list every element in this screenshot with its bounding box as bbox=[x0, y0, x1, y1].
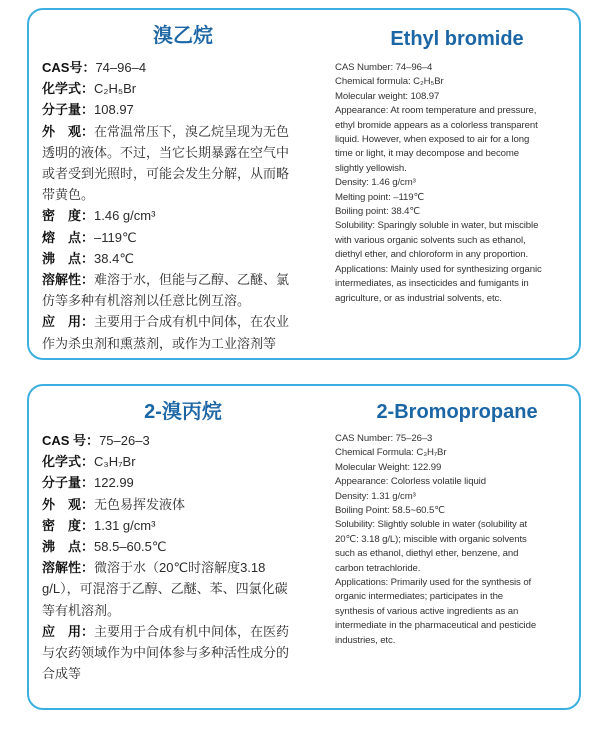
property-line bbox=[42, 557, 324, 578]
property-label: 沸 点： bbox=[42, 539, 95, 555]
property-line: intermediate in the pharmaceutical and pesticide bbox=[335, 620, 537, 632]
property-line: Density: 1.46 g/cm³ bbox=[335, 177, 416, 189]
property-value: 主要用于合成有机中间体，在医药 bbox=[94, 623, 290, 639]
property-label: 密 度： bbox=[42, 208, 95, 224]
property-label: 溶解性： bbox=[42, 560, 95, 576]
property-value: 透明的液体。不过，当它长期暴露在空气中 bbox=[42, 144, 290, 160]
property-line: such as ethanol, diethyl ether, benzene, and bbox=[335, 548, 519, 560]
property-label: CAS 号： bbox=[42, 433, 100, 448]
property-line: Solubility: Slightly soluble in water (solubility at bbox=[335, 519, 528, 531]
property-value: 带黄色。 bbox=[42, 187, 95, 203]
property-value: 75–26–3 bbox=[99, 433, 150, 448]
chinese-properties bbox=[42, 57, 324, 354]
property-value: 58.5–60.5℃ bbox=[94, 539, 167, 555]
property-line bbox=[42, 451, 324, 472]
property-line: Appearance: Colorless volatile liquid bbox=[335, 476, 486, 488]
property-line bbox=[42, 184, 324, 205]
property-line: slightly yellowish. bbox=[335, 162, 407, 174]
property-line bbox=[42, 248, 324, 269]
property-label: 密 度： bbox=[42, 517, 95, 533]
english-column bbox=[335, 10, 579, 306]
property-line: intermediates, as insecticides and fumigants in bbox=[335, 278, 529, 290]
property-label: 化学式： bbox=[42, 454, 95, 470]
english-title: 2-Bromopropane bbox=[376, 401, 538, 423]
ethyl-bromide-card bbox=[27, 8, 581, 360]
property-line: organic intermediates; participates in the bbox=[335, 591, 504, 603]
property-line: Molecular weight: 108.97 bbox=[335, 90, 440, 102]
property-label: 溶解性： bbox=[42, 272, 95, 288]
property-line: Molecular Weight: 122.99 bbox=[335, 461, 442, 473]
english-properties bbox=[335, 432, 579, 648]
property-label: 化学式： bbox=[42, 81, 95, 97]
property-line: Applications: Mainly used for synthesizing organic bbox=[335, 263, 542, 275]
property-value: 合成等 bbox=[42, 666, 82, 682]
property-line bbox=[42, 663, 324, 684]
property-value: 与农药领域作为中间体参与多种活性成分的 bbox=[42, 645, 290, 661]
property-label: 沸 点： bbox=[42, 250, 95, 266]
property-line bbox=[42, 600, 324, 621]
property-line bbox=[42, 227, 324, 248]
property-label: 应 用： bbox=[42, 623, 95, 639]
property-line bbox=[42, 333, 324, 354]
property-value: 74–96–4 bbox=[95, 60, 147, 75]
property-line: Applications: Primarily used for the synthesis of bbox=[335, 577, 532, 589]
property-line bbox=[42, 163, 324, 184]
property-line bbox=[42, 430, 324, 451]
property-value: 或者受到光照时，可能会发生分解，从而略 bbox=[42, 166, 290, 182]
property-line bbox=[42, 494, 324, 515]
property-value: 主要用于合成有机中间体，在农业 bbox=[94, 314, 290, 330]
property-line: 20℃: 3.18 g/L); miscible with organic solvents bbox=[335, 533, 527, 545]
property-line bbox=[42, 578, 324, 599]
property-value: 等有机溶剂。 bbox=[42, 602, 121, 618]
property-label: CAS号： bbox=[42, 60, 96, 75]
property-value: 仿等多种有机溶剂以任意比例互溶。 bbox=[42, 293, 251, 309]
property-line bbox=[42, 121, 324, 142]
property-value: 作为杀虫剂和熏蒸剂，或作为工业溶剂等 bbox=[42, 335, 277, 351]
property-value: 微溶于水（20℃时溶解度3.18 bbox=[94, 560, 266, 576]
property-line: synthesis of various active ingredients as an bbox=[335, 605, 519, 617]
property-line bbox=[42, 642, 324, 663]
property-value: 在常温常压下，溴乙烷呈现为无色 bbox=[94, 123, 290, 139]
property-line bbox=[42, 515, 324, 536]
chinese-properties bbox=[42, 430, 324, 684]
property-value: 122.99 bbox=[94, 475, 134, 491]
property-line bbox=[42, 205, 324, 226]
property-value: C₂H₅Br bbox=[94, 81, 137, 97]
bromopropane-card bbox=[27, 384, 581, 710]
property-line: Chemical Formula: C₃H₇Br bbox=[335, 447, 447, 459]
property-label: 外 观： bbox=[42, 496, 95, 512]
property-line: Appearance: At room temperature and pressure, bbox=[335, 105, 537, 117]
property-line bbox=[42, 472, 324, 493]
property-line bbox=[42, 536, 324, 557]
property-line: carbon tetrachloride. bbox=[335, 562, 421, 574]
property-line: Solubility: Sparingly soluble in water, but miscible bbox=[335, 220, 539, 232]
property-label: 熔 点： bbox=[42, 229, 95, 245]
chinese-column bbox=[42, 386, 324, 684]
property-value: 38.4℃ bbox=[94, 250, 134, 266]
property-line bbox=[42, 269, 324, 290]
property-value: 108.97 bbox=[94, 102, 134, 118]
property-value: 1.46 g/cm³ bbox=[94, 208, 156, 224]
property-value: –119℃ bbox=[94, 229, 137, 245]
property-label: 分子量： bbox=[42, 102, 95, 118]
property-line: agriculture, or as industrial solvents, etc. bbox=[335, 292, 502, 304]
property-line: Melting point: –119℃ bbox=[335, 191, 425, 203]
property-line: with various organic solvents such as ethanol, bbox=[335, 234, 526, 246]
property-line: ethyl bromide appears as a colorless transparent bbox=[335, 119, 538, 131]
property-line: diethyl ether, and chloroform in any proportion. bbox=[335, 249, 529, 261]
english-title: Ethyl bromide bbox=[390, 28, 524, 50]
property-line: Chemical formula: C₂H₅Br bbox=[335, 76, 444, 88]
property-line: Boiling Point: 58.5~60.5℃ bbox=[335, 505, 445, 517]
property-line: CAS Number: 74–96–4 bbox=[335, 62, 433, 73]
property-line bbox=[42, 78, 324, 99]
property-line bbox=[42, 311, 324, 332]
chinese-title: 2-溴丙烷 bbox=[144, 401, 222, 423]
property-value: 1.31 g/cm³ bbox=[94, 517, 156, 533]
property-line: Density: 1.31 g/cm³ bbox=[335, 490, 416, 502]
property-label: 分子量： bbox=[42, 475, 95, 491]
property-line: Boiling point: 38.4℃ bbox=[335, 206, 421, 218]
property-line: industries, etc. bbox=[335, 634, 396, 646]
english-column bbox=[335, 386, 579, 648]
property-line: time or light, it may decompose and become bbox=[335, 148, 520, 160]
property-value: 难溶于水，但能与乙醇、乙醚、氯 bbox=[94, 272, 290, 288]
property-line: liquid. However, when exposed to air for a long bbox=[335, 134, 530, 146]
property-line bbox=[42, 57, 324, 78]
property-label: 外 观： bbox=[42, 123, 95, 139]
property-line: CAS Number: 75–26–3 bbox=[335, 433, 433, 444]
property-value: g/L），可混溶于乙醇、乙醚、苯、四氯化碳 bbox=[42, 581, 288, 597]
chinese-column bbox=[42, 10, 324, 354]
property-line bbox=[42, 290, 324, 311]
property-line bbox=[42, 621, 324, 642]
property-label: 应 用： bbox=[42, 314, 95, 330]
property-value: 无色易挥发液体 bbox=[94, 496, 186, 512]
property-value: C₃H₇Br bbox=[94, 454, 136, 470]
property-line bbox=[42, 142, 324, 163]
chinese-title: 溴乙烷 bbox=[153, 25, 213, 47]
english-properties bbox=[335, 61, 579, 306]
property-line bbox=[42, 99, 324, 120]
